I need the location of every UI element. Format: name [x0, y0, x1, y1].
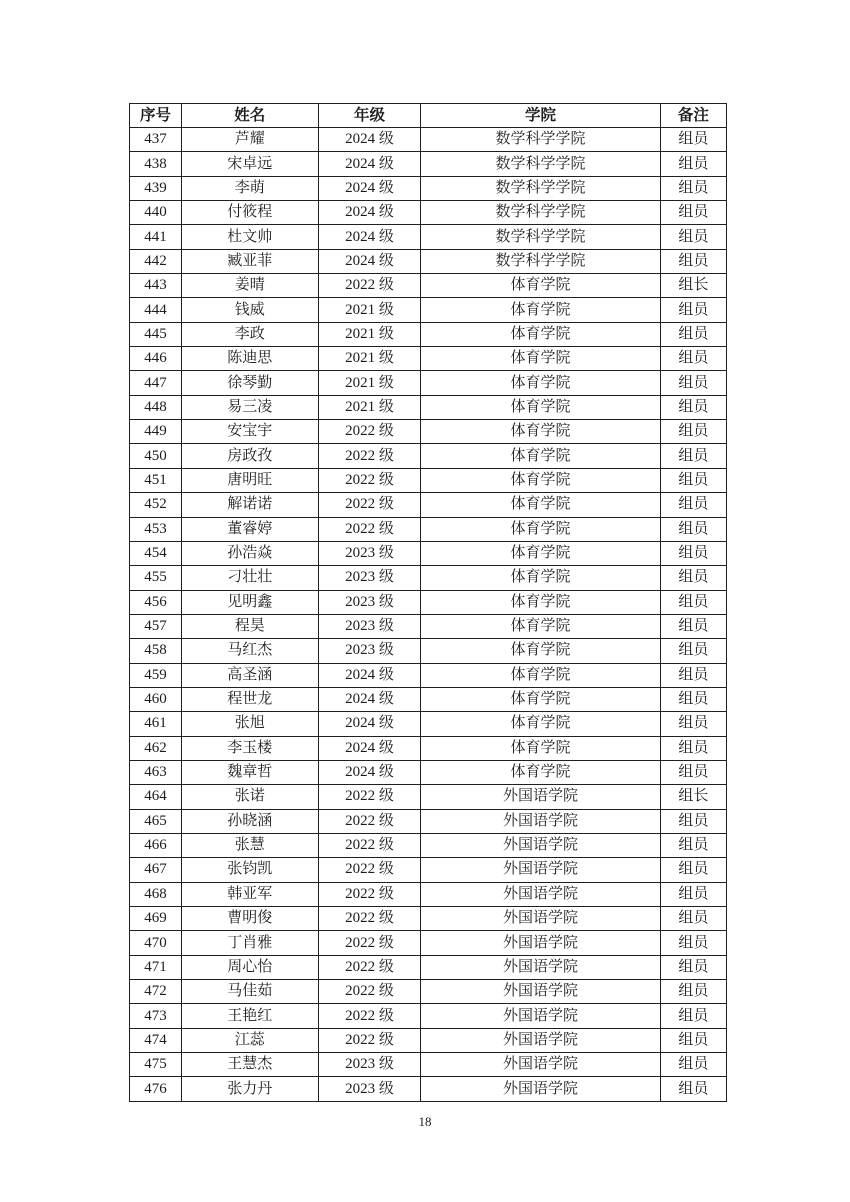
- table-cell: 2023 级: [318, 1077, 421, 1102]
- table-cell: 魏章哲: [181, 760, 318, 784]
- table-cell: 组员: [660, 760, 726, 784]
- table-cell: 孙晓涵: [181, 809, 318, 833]
- table-cell: 组员: [660, 493, 726, 517]
- table-cell: 444: [130, 298, 182, 322]
- table-cell: 451: [130, 468, 182, 492]
- table-cell: 2022 级: [318, 980, 421, 1004]
- table-cell: 组员: [660, 566, 726, 590]
- table-cell: 组员: [660, 128, 726, 152]
- table-row: [130, 663, 727, 687]
- table-cell: 组员: [660, 517, 726, 541]
- table-cell: 外国语学院: [421, 1053, 660, 1077]
- table-cell: 组员: [660, 858, 726, 882]
- table-row: [130, 493, 727, 517]
- table-cell: 2022 级: [318, 833, 421, 857]
- table-cell: 2022 级: [318, 809, 421, 833]
- table-cell: 组员: [660, 687, 726, 711]
- table-cell: 2024 级: [318, 201, 421, 225]
- table-cell: 2022 级: [318, 882, 421, 906]
- table-cell: 体育学院: [421, 712, 660, 736]
- table-cell: 2024 级: [318, 176, 421, 200]
- table-cell: 程昊: [181, 614, 318, 638]
- table-cell: 数学科学学院: [421, 128, 660, 152]
- table-row: [130, 128, 727, 152]
- table-row: [130, 468, 727, 492]
- table-cell: 440: [130, 201, 182, 225]
- table-cell: 2023 级: [318, 566, 421, 590]
- table-cell: 2024 级: [318, 736, 421, 760]
- table-cell: 体育学院: [421, 614, 660, 638]
- table-row: [130, 1028, 727, 1052]
- table-cell: 2022 级: [318, 785, 421, 809]
- table-cell: 2022 级: [318, 444, 421, 468]
- table-cell: 曹明俊: [181, 907, 318, 931]
- column-header-1: 姓名: [181, 104, 318, 128]
- table-cell: 外国语学院: [421, 809, 660, 833]
- table-cell: 2022 级: [318, 907, 421, 931]
- table-cell: 组员: [660, 955, 726, 979]
- column-header-0: 序号: [130, 104, 182, 128]
- table-cell: 472: [130, 980, 182, 1004]
- table-row: [130, 1053, 727, 1077]
- roster-table: [129, 103, 727, 1102]
- table-cell: 张慧: [181, 833, 318, 857]
- table-cell: 2023 级: [318, 590, 421, 614]
- table-cell: 473: [130, 1004, 182, 1028]
- table-cell: 张力丹: [181, 1077, 318, 1102]
- table-row: [130, 809, 727, 833]
- table-cell: 463: [130, 760, 182, 784]
- table-cell: 469: [130, 907, 182, 931]
- table-cell: 徐琴勤: [181, 371, 318, 395]
- table-cell: 2023 级: [318, 1053, 421, 1077]
- table-cell: 467: [130, 858, 182, 882]
- table-cell: 组员: [660, 1053, 726, 1077]
- table-cell: 外国语学院: [421, 931, 660, 955]
- table-row: [130, 1004, 727, 1028]
- table-cell: 462: [130, 736, 182, 760]
- table-cell: 外国语学院: [421, 1077, 660, 1102]
- table-cell: 2024 级: [318, 712, 421, 736]
- table-row: [130, 420, 727, 444]
- table-cell: 王艳红: [181, 1004, 318, 1028]
- table-cell: 数学科学学院: [421, 152, 660, 176]
- table-cell: 组员: [660, 371, 726, 395]
- table-row: [130, 152, 727, 176]
- table-cell: 张钧凯: [181, 858, 318, 882]
- table-cell: 见明鑫: [181, 590, 318, 614]
- table-cell: 453: [130, 517, 182, 541]
- table-cell: 442: [130, 249, 182, 273]
- table-cell: 2021 级: [318, 322, 421, 346]
- table-cell: 443: [130, 274, 182, 298]
- table-cell: 组员: [660, 931, 726, 955]
- table-cell: 丁肖雅: [181, 931, 318, 955]
- table-cell: 组员: [660, 395, 726, 419]
- table-cell: 王慧杰: [181, 1053, 318, 1077]
- table-cell: 臧亚菲: [181, 249, 318, 273]
- table-cell: 471: [130, 955, 182, 979]
- table-cell: 组员: [660, 152, 726, 176]
- table-cell: 体育学院: [421, 493, 660, 517]
- table-row: [130, 760, 727, 784]
- table-row: [130, 322, 727, 346]
- table-cell: 组员: [660, 249, 726, 273]
- table-cell: 付筱程: [181, 201, 318, 225]
- table-cell: 组员: [660, 347, 726, 371]
- table-cell: 陈迪思: [181, 347, 318, 371]
- table-cell: 组员: [660, 225, 726, 249]
- table-row: [130, 882, 727, 906]
- column-header-4: 备注: [660, 104, 726, 128]
- table-cell: 475: [130, 1053, 182, 1077]
- table-cell: 2022 级: [318, 931, 421, 955]
- page-number: 18: [418, 1114, 432, 1129]
- table-cell: 2023 级: [318, 541, 421, 565]
- table-cell: 钱威: [181, 298, 318, 322]
- table-cell: 439: [130, 176, 182, 200]
- table-row: [130, 517, 727, 541]
- table-cell: 446: [130, 347, 182, 371]
- table-row: [130, 176, 727, 200]
- table-cell: 组员: [660, 736, 726, 760]
- table-cell: 外国语学院: [421, 980, 660, 1004]
- table-row: [130, 833, 727, 857]
- table-row: [130, 541, 727, 565]
- table-cell: 外国语学院: [421, 858, 660, 882]
- table-cell: 2022 级: [318, 420, 421, 444]
- table-row: [130, 590, 727, 614]
- table-row: [130, 980, 727, 1004]
- table-cell: 437: [130, 128, 182, 152]
- table-cell: 高圣涵: [181, 663, 318, 687]
- table-row: [130, 201, 727, 225]
- table-cell: 体育学院: [421, 663, 660, 687]
- table-row: [130, 639, 727, 663]
- table-cell: 459: [130, 663, 182, 687]
- table-cell: 组员: [660, 322, 726, 346]
- table-cell: 数学科学学院: [421, 201, 660, 225]
- table-cell: 2021 级: [318, 371, 421, 395]
- table-cell: 外国语学院: [421, 1028, 660, 1052]
- table-row: [130, 249, 727, 273]
- table-cell: 2021 级: [318, 395, 421, 419]
- table-cell: 组员: [660, 541, 726, 565]
- table-cell: 体育学院: [421, 347, 660, 371]
- table-cell: 组员: [660, 663, 726, 687]
- table-cell: 465: [130, 809, 182, 833]
- table-cell: 464: [130, 785, 182, 809]
- table-cell: 2023 级: [318, 639, 421, 663]
- table-cell: 450: [130, 444, 182, 468]
- table-row: [130, 298, 727, 322]
- table-cell: 组员: [660, 614, 726, 638]
- table-cell: 468: [130, 882, 182, 906]
- table-cell: 李政: [181, 322, 318, 346]
- table-cell: 程世龙: [181, 687, 318, 711]
- table-cell: 2022 级: [318, 955, 421, 979]
- table-cell: 2022 级: [318, 517, 421, 541]
- table-cell: 体育学院: [421, 517, 660, 541]
- table-cell: 460: [130, 687, 182, 711]
- table-cell: 2022 级: [318, 468, 421, 492]
- table-row: [130, 371, 727, 395]
- table-cell: 2024 级: [318, 152, 421, 176]
- table-cell: 体育学院: [421, 395, 660, 419]
- table-cell: 2022 级: [318, 1004, 421, 1028]
- table-cell: 454: [130, 541, 182, 565]
- table-cell: 2024 级: [318, 225, 421, 249]
- table-cell: 组员: [660, 590, 726, 614]
- table-cell: 461: [130, 712, 182, 736]
- table-cell: 466: [130, 833, 182, 857]
- table-cell: 体育学院: [421, 444, 660, 468]
- table-cell: 体育学院: [421, 420, 660, 444]
- table-row: [130, 785, 727, 809]
- table-cell: 组员: [660, 980, 726, 1004]
- table-cell: 449: [130, 420, 182, 444]
- table-cell: 组员: [660, 298, 726, 322]
- table-cell: 2021 级: [318, 347, 421, 371]
- table-cell: 李玉楼: [181, 736, 318, 760]
- table-cell: 数学科学学院: [421, 225, 660, 249]
- table-header-row: [130, 104, 727, 128]
- table-cell: 455: [130, 566, 182, 590]
- table-cell: 2024 级: [318, 249, 421, 273]
- table-cell: 组员: [660, 639, 726, 663]
- table-row: [130, 395, 727, 419]
- table-row: [130, 907, 727, 931]
- table-cell: 456: [130, 590, 182, 614]
- table-cell: 组员: [660, 882, 726, 906]
- table-cell: 组员: [660, 420, 726, 444]
- table-cell: 马佳茹: [181, 980, 318, 1004]
- table-cell: 447: [130, 371, 182, 395]
- table-cell: 马红杰: [181, 639, 318, 663]
- table-cell: 438: [130, 152, 182, 176]
- table-cell: 457: [130, 614, 182, 638]
- table-cell: 姜晴: [181, 274, 318, 298]
- table-cell: 组员: [660, 1004, 726, 1028]
- table-cell: 体育学院: [421, 590, 660, 614]
- table-cell: 数学科学学院: [421, 249, 660, 273]
- table-cell: 体育学院: [421, 298, 660, 322]
- table-cell: 组长: [660, 785, 726, 809]
- table-cell: 周心怡: [181, 955, 318, 979]
- table-cell: 张旭: [181, 712, 318, 736]
- table-cell: 外国语学院: [421, 1004, 660, 1028]
- table-body: [130, 128, 727, 1102]
- table-row: [130, 274, 727, 298]
- table-cell: 江蕊: [181, 1028, 318, 1052]
- table-cell: 2022 级: [318, 858, 421, 882]
- table-row: [130, 736, 727, 760]
- table-cell: 448: [130, 395, 182, 419]
- table-cell: 唐明旺: [181, 468, 318, 492]
- table-cell: 体育学院: [421, 760, 660, 784]
- table-row: [130, 687, 727, 711]
- table-cell: 441: [130, 225, 182, 249]
- table-cell: 宋卓远: [181, 152, 318, 176]
- table-cell: 组员: [660, 809, 726, 833]
- table-cell: 组员: [660, 712, 726, 736]
- table-row: [130, 347, 727, 371]
- table-cell: 组员: [660, 1028, 726, 1052]
- table-cell: 外国语学院: [421, 882, 660, 906]
- table-cell: 组员: [660, 468, 726, 492]
- table-cell: 外国语学院: [421, 785, 660, 809]
- table-cell: 杜文帅: [181, 225, 318, 249]
- table-cell: 李萌: [181, 176, 318, 200]
- table-cell: 体育学院: [421, 274, 660, 298]
- table-cell: 组员: [660, 201, 726, 225]
- table-cell: 安宝宇: [181, 420, 318, 444]
- table-cell: 2024 级: [318, 687, 421, 711]
- table-row: [130, 931, 727, 955]
- table-cell: 474: [130, 1028, 182, 1052]
- table-cell: 体育学院: [421, 687, 660, 711]
- table-cell: 体育学院: [421, 468, 660, 492]
- table-cell: 数学科学学院: [421, 176, 660, 200]
- table-cell: 组员: [660, 833, 726, 857]
- table-cell: 组员: [660, 444, 726, 468]
- table-cell: 解诺诺: [181, 493, 318, 517]
- table-cell: 458: [130, 639, 182, 663]
- table-cell: 外国语学院: [421, 833, 660, 857]
- table-cell: 易三凌: [181, 395, 318, 419]
- table-cell: 445: [130, 322, 182, 346]
- table-cell: 2023 级: [318, 614, 421, 638]
- table-cell: 外国语学院: [421, 907, 660, 931]
- table-cell: 组员: [660, 176, 726, 200]
- table-cell: 2024 级: [318, 760, 421, 784]
- table-cell: 组员: [660, 907, 726, 931]
- table-row: [130, 614, 727, 638]
- table-cell: 2021 级: [318, 298, 421, 322]
- table-cell: 体育学院: [421, 566, 660, 590]
- table-cell: 452: [130, 493, 182, 517]
- table-row: [130, 444, 727, 468]
- table-cell: 2022 级: [318, 274, 421, 298]
- table-row: [130, 566, 727, 590]
- table-row: [130, 712, 727, 736]
- table-cell: 韩亚军: [181, 882, 318, 906]
- column-header-3: 学院: [421, 104, 660, 128]
- table-cell: 张诺: [181, 785, 318, 809]
- table-cell: 2022 级: [318, 493, 421, 517]
- table-cell: 470: [130, 931, 182, 955]
- table-row: [130, 955, 727, 979]
- table-head: [130, 104, 727, 128]
- table-cell: 体育学院: [421, 736, 660, 760]
- column-header-2: 年级: [318, 104, 421, 128]
- table-cell: 孙浩焱: [181, 541, 318, 565]
- table-cell: 体育学院: [421, 371, 660, 395]
- table-cell: 2024 级: [318, 128, 421, 152]
- table-cell: 组长: [660, 274, 726, 298]
- table-cell: 外国语学院: [421, 955, 660, 979]
- table-cell: 体育学院: [421, 541, 660, 565]
- table-cell: 芦耀: [181, 128, 318, 152]
- table-row: [130, 1077, 727, 1102]
- table-cell: 体育学院: [421, 322, 660, 346]
- table-cell: 刁壮壮: [181, 566, 318, 590]
- table-row: [130, 858, 727, 882]
- table-cell: 476: [130, 1077, 182, 1102]
- table-cell: 董睿婷: [181, 517, 318, 541]
- table-row: [130, 225, 727, 249]
- table-cell: 组员: [660, 1077, 726, 1102]
- table-cell: 2024 级: [318, 663, 421, 687]
- table-cell: 房政孜: [181, 444, 318, 468]
- table-cell: 体育学院: [421, 639, 660, 663]
- table-cell: 2022 级: [318, 1028, 421, 1052]
